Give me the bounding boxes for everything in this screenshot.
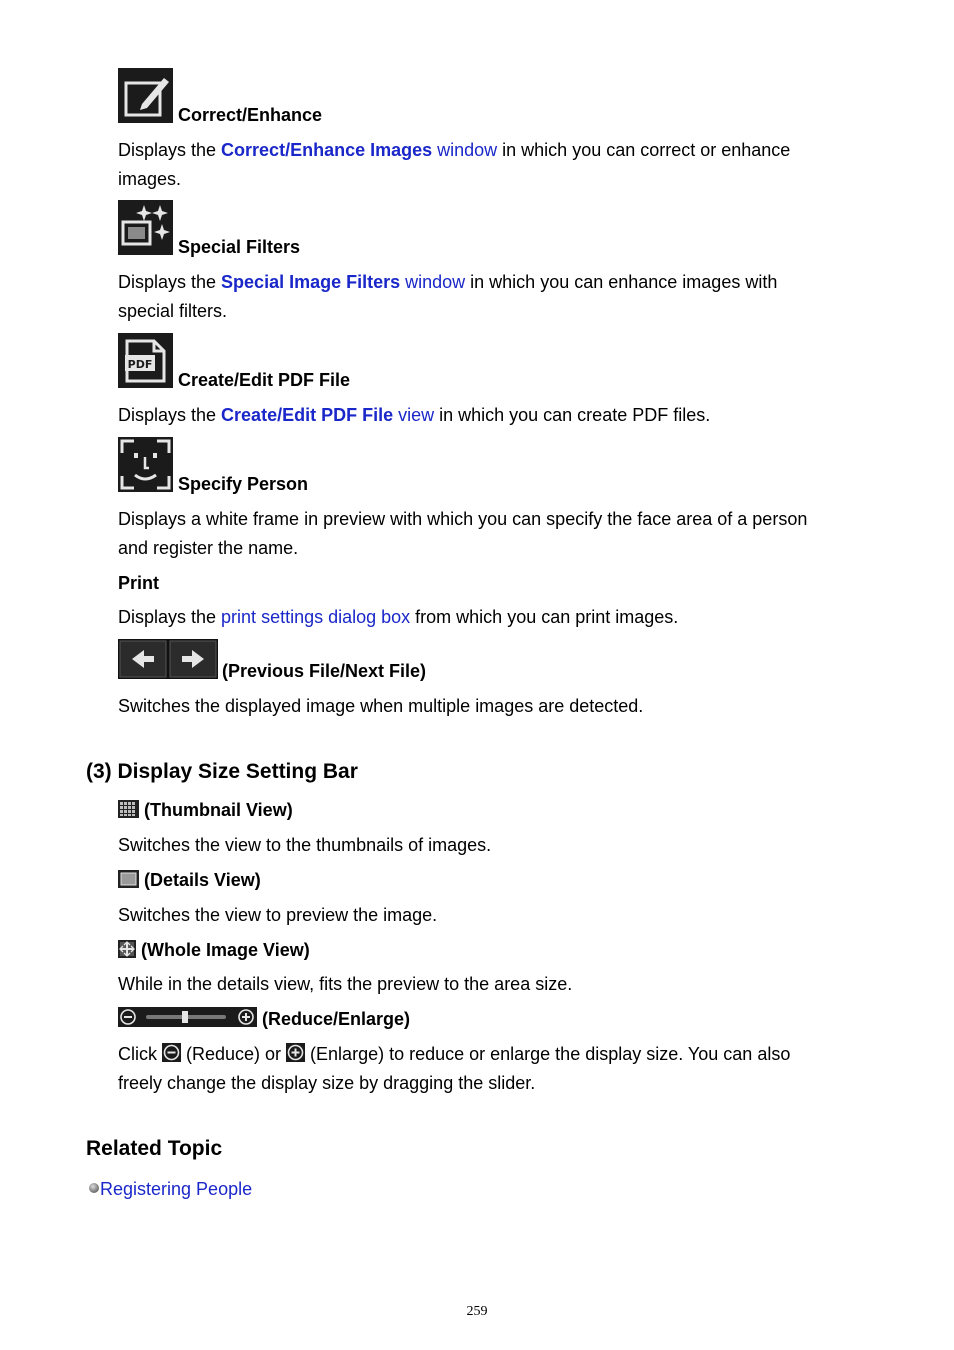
details-view-icon [118,868,139,897]
whole-image-view-row [118,936,310,967]
correct-enhance-desc: Displays the Correct/Enhance Images window in which you can correct or enhance [118,140,791,160]
whole-image-view-icon [118,938,136,967]
create-edit-pdf-link[interactable]: Create/Edit PDF File [221,405,394,425]
special-filters-window-link[interactable]: window [400,272,466,292]
correct-enhance-window-link[interactable]: window [432,140,498,160]
enlarge-icon [286,1042,305,1071]
specify-person-title: Specify Person [178,474,309,494]
thumbnail-view-title: (Thumbnail View) [144,800,293,820]
whole-image-view-desc: While in the details view, fits the preview to the area size. [118,974,573,994]
correct-enhance-desc-2: images. [118,169,182,189]
bullet-icon [88,1174,100,1203]
special-image-filters-link[interactable]: Special Image Filters [221,272,401,292]
special-filters-title: Special Filters [178,237,301,257]
correct-enhance-images-link[interactable]: Correct/Enhance Images [221,140,433,160]
whole-image-view-title: (Whole Image View) [141,940,310,960]
details-view-row [118,866,261,897]
thumbnail-view-icon [118,798,139,827]
svg-text:PDF: PDF [127,358,153,371]
prev-next-desc: Switches the displayed image when multiple images are detected. [118,696,644,716]
thumbnail-view-row [118,796,293,827]
details-view-desc: Switches the view to preview the image. [118,905,438,925]
print-settings-dialog-link[interactable]: print settings dialog box [221,607,411,627]
related-link-row [88,1174,252,1204]
correct-enhance-icon [118,68,173,123]
pdf-view-link[interactable]: view [393,405,435,425]
special-filters-desc-2: special filters. [118,301,228,321]
reduce-enlarge-row [118,1005,410,1036]
details-view-title: (Details View) [144,870,261,890]
display-size-heading: (3) Display Size Setting Bar [86,760,358,783]
pdf-desc: Displays the Create/Edit PDF File view in which you can create PDF files. [118,405,711,425]
pdf-title: Create/Edit PDF File [178,370,351,390]
reduce-enlarge-desc-2: freely change the display size by dragging the slider. [118,1073,536,1093]
thumbnail-view-desc: Switches the view to the thumbnails of images. [118,835,492,855]
specify-person-desc: Displays a white frame in preview with which you can specify the face area of a person [118,509,808,529]
related-topic-heading: Related Topic [86,1137,223,1160]
pdf-file-icon [118,333,173,388]
zoom-slider-icon [118,1007,257,1036]
special-filters-desc: Displays the Special Image Filters window in which you can enhance images with [118,272,778,292]
correct-enhance-title: Correct/Enhance [178,105,323,125]
prev-next-icon [118,639,218,679]
print-desc: Displays the print settings dialog box from which you can print images. [118,607,679,627]
reduce-icon [162,1042,181,1071]
registering-people-link[interactable]: Registering People [100,1179,253,1199]
special-filters-icon [118,200,173,255]
prev-next-title: (Previous File/Next File) [222,661,427,681]
reduce-enlarge-title: (Reduce/Enlarge) [262,1009,411,1029]
page-number: 259 [466,1304,488,1319]
specify-person-desc-2: and register the name. [118,538,299,558]
reduce-enlarge-desc: Click (Reduce) or (Enlarge) to reduce or enlarge the display size. You can also [118,1040,790,1071]
print-title: Print [118,573,160,593]
specify-person-icon [118,437,173,492]
